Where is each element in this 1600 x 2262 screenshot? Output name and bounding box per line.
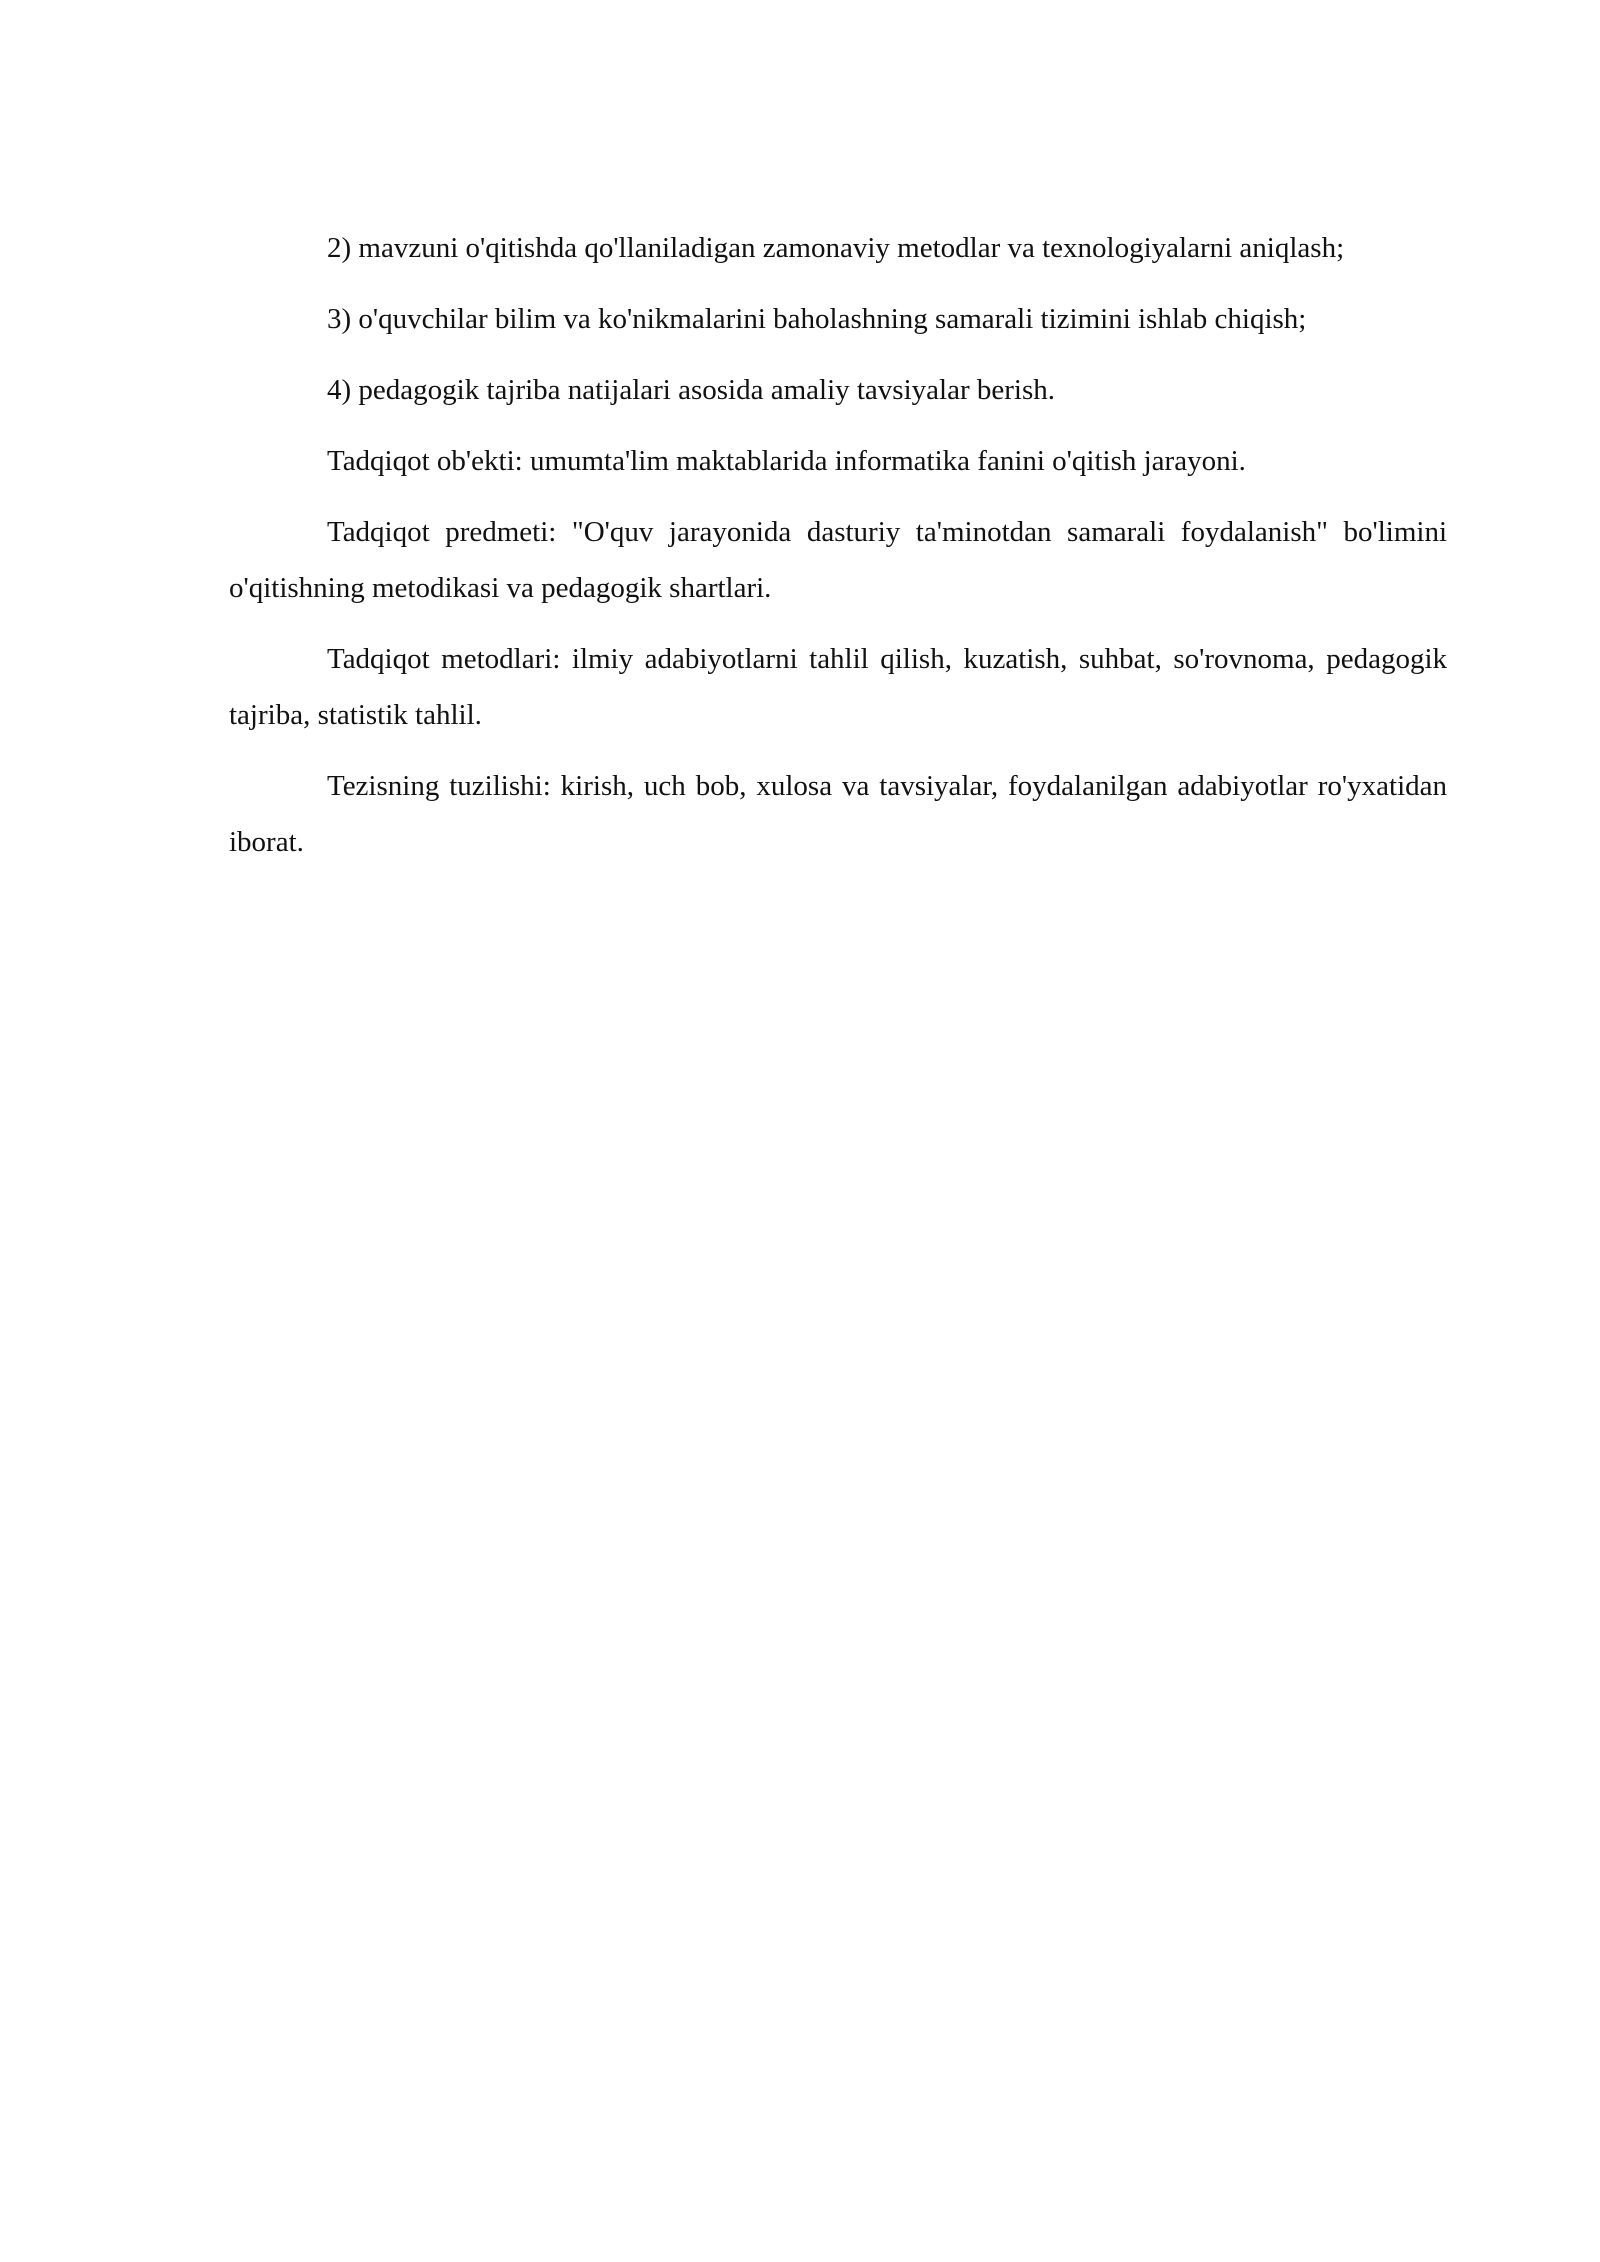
document-body (229, 220, 1447, 885)
paragraph-research-methods: Tadqiqot metodlari: ilmiy adabiyotlarni tahlil qilish, kuzatish, suhbat, so'rovnoma, pedagogik tajriba, statistik tahlil. (229, 643, 1447, 731)
paragraph-task-2: 2) mavzuni o'qitishda qo'llaniladigan zamonaviy metodlar va texnologiyalarni aniqlash; (327, 232, 1345, 264)
paragraph-research-object: Tadqiqot ob'ekti: umumta'lim maktablarida informatika fanini o'qitish jarayoni. (327, 445, 1246, 477)
paragraph-task-3: 3) o'quvchilar bilim va ko'nikmalarini baholashning samarali tizimini ishlab chiqish; (327, 303, 1307, 335)
paragraph-thesis-structure: Tezisning tuzilishi: kirish, uch bob, xulosa va tavsiyalar, foydalanilgan adabiyotlar ro'yxatidan iborat. (229, 770, 1447, 858)
paragraph-research-subject: Tadqiqot predmeti: "O'quv jarayonida dasturiy ta'minotdan samarali foydalanish" bo'limini o'qitishning metodikasi va pedagogik shartlari. (229, 516, 1447, 604)
paragraph-task-4: 4) pedagogik tajriba natijalari asosida amaliy tavsiyalar berish. (327, 374, 1055, 406)
